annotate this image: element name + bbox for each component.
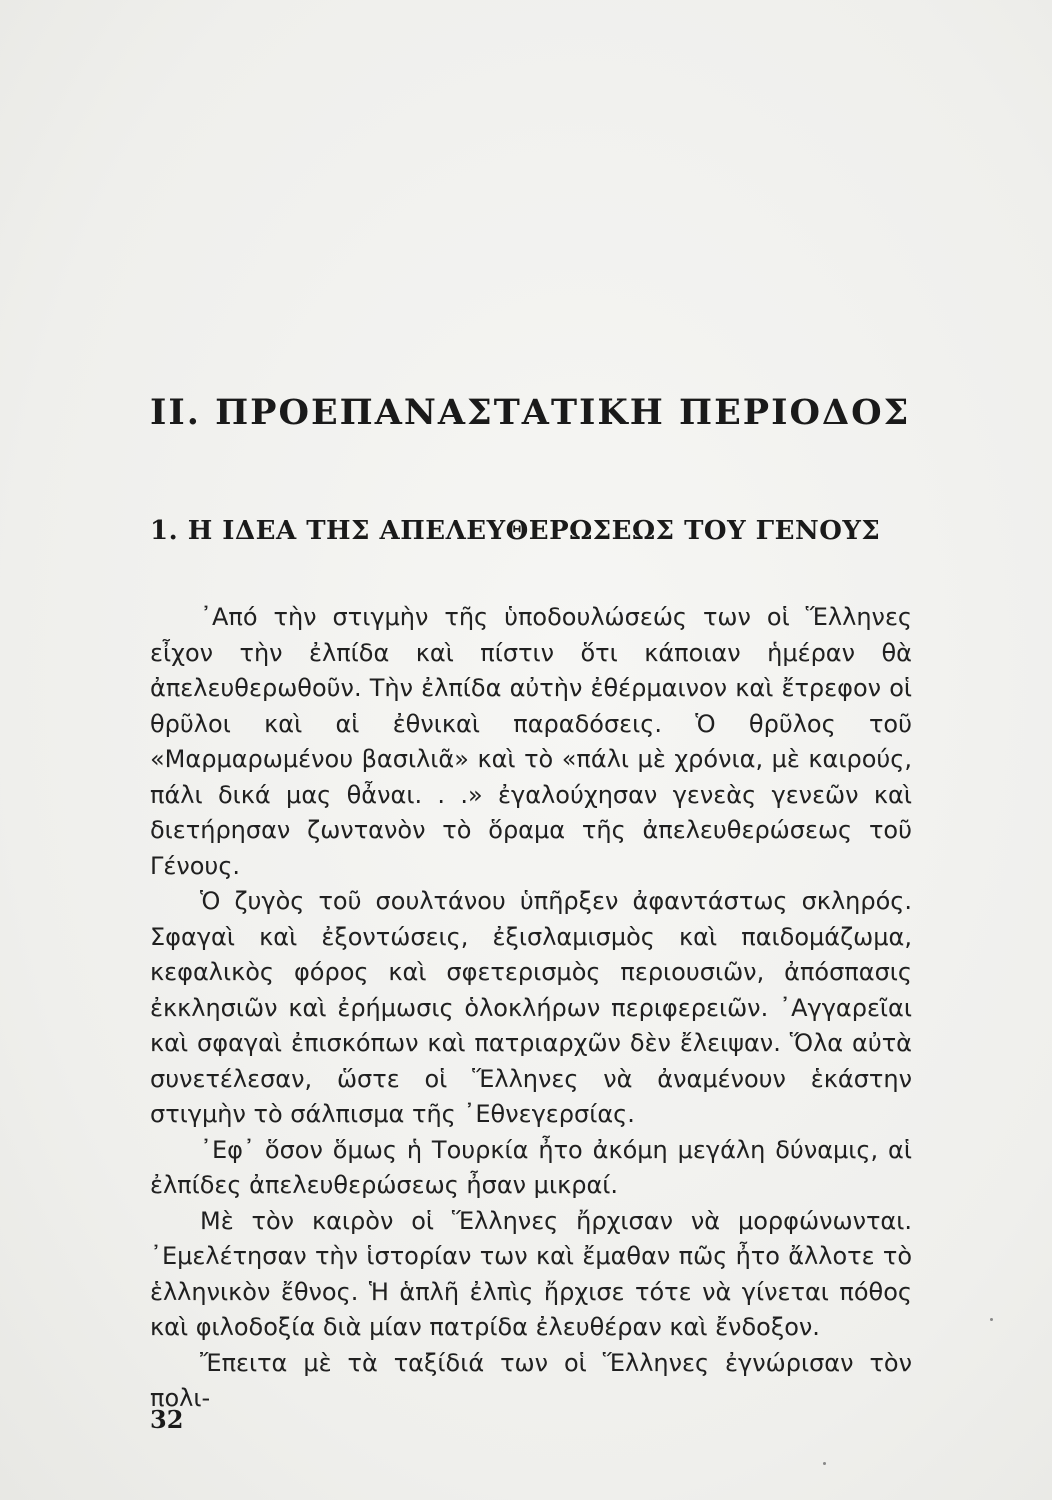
paragraph: ᾿Εφ᾿ ὅσον ὅμως ἡ Τουρκία ἦτο ἀκόμη μεγάλη δύναμις, αἱ ἐλπίδες ἀπελευθερώσεως ἦσαν μικραί.	[150, 1135, 912, 1199]
page-number: 32	[150, 1405, 184, 1434]
paragraph: Ἔπειτα μὲ τὰ ταξίδιά των οἱ Ἕλληνες ἐγνώρισαν τὸν πολι-	[150, 1348, 912, 1412]
section-title: 1. Η ΙΔΕΑ ΤΗΣ ΑΠΕΛΕΥΘΕΡΩΣΕΩΣ ΤΟΥ ΓΕΝΟΥΣ	[150, 516, 881, 546]
paragraph: ᾿Από τὴν στιγμὴν τῆς ὑποδουλώσεώς των οἱ Ἕλληνες εἶχον τὴν ἐλπίδα καὶ πίστιν ὅτι κάποιαν ἡμέραν θὰ ἀπελευθερωθοῦν. Τὴν ἐλπίδα αὐτὴν ἐθέρμαινον καὶ ἔτρεφον οἱ θρῦλοι καὶ αἱ ἐθνικαὶ παραδόσεις. Ὁ θρῦλος τοῦ «Μαρμαρωμένου βασιλιᾶ» καὶ τὸ «πάλι μὲ χρόνια, μὲ καιρούς, πάλι δικά μας θἆναι. . .» ἐγαλούχησαν γενεὰς γενεῶν καὶ διετήρησαν ζωντανὸν τὸ ὅραμα τῆς ἀπελευθερώσεως τοῦ Γένους.	[150, 603, 912, 880]
chapter-title: II. ΠΡΟΕΠΑΝΑΣΤΑΤΙΚΗ ΠΕΡΙΟΔΟΣ	[150, 392, 911, 433]
print-speck	[823, 1462, 826, 1465]
print-speck	[990, 1318, 993, 1321]
paragraph: Ὁ ζυγὸς τοῦ σουλτάνου ὑπῆρξεν ἀφαντάστως σκληρός. Σφαγαὶ καὶ ἐξοντώσεις, ἐξισλαμισμὸς καὶ παιδομάζωμα, κεφαλικὸς φόρος καὶ σφετερισμὸς περιουσιῶν, ἀπόσπασις ἐκκλησιῶν καὶ ἐρήμωσις ὁλοκλήρων περιφερειῶν. ᾿Αγγαρεῖαι καὶ σφαγαὶ ἐπισκόπων καὶ πατριαρχῶν δὲν ἔλειψαν. Ὅλα αὐτὰ συνετέλεσαν, ὥστε οἱ Ἕλληνες νὰ ἀναμένουν ἑκάστην στιγμὴν τὸ σάλπισμα τῆς ᾿Εθνεγερσίας.	[150, 887, 912, 1128]
paragraph: Μὲ τὸν καιρὸν οἱ Ἕλληνες ἤρχισαν νὰ μορφώνωνται. ᾿Εμελέτησαν τὴν ἱστορίαν των καὶ ἔμαθαν πῶς ἦτο ἄλλοτε τὸ ἑλληνικὸν ἔθνος. Ἡ ἁπλῆ ἐλπὶς ἤρχισε τότε νὰ γίνεται πόθος καὶ φιλοδοξία διὰ μίαν πατρίδα ἐλευθέραν καὶ ἔνδοξον.	[150, 1206, 912, 1341]
body-text	[150, 600, 912, 1417]
